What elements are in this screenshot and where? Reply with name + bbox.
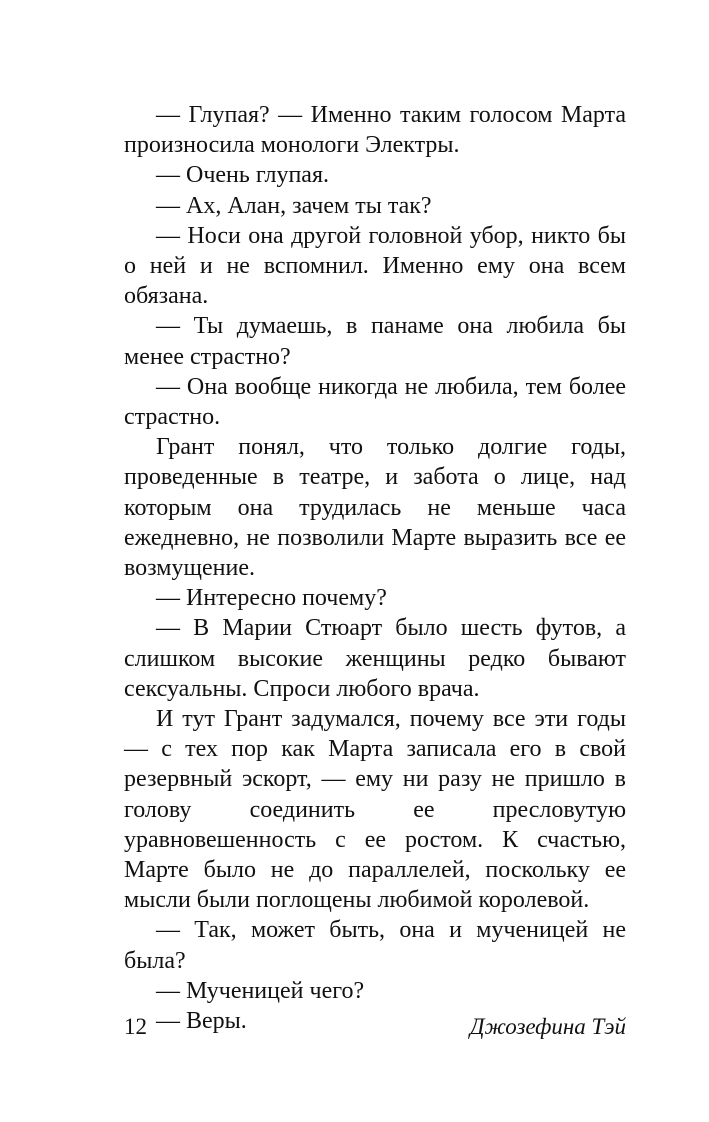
paragraph: Грант понял, что только долгие годы, проведенные в театре, и забота о лице, над которым она трудилась не меньше часа ежедневно, не позволили Марте выразить все ее возмущение. <box>124 434 626 582</box>
paragraph: — В Марии Стюарт было шесть футов, а слишком высокие женщины редко бывают сексуальны. Спроси любого врача. <box>124 615 626 702</box>
paragraph: — Интересно почему? <box>156 585 387 612</box>
paragraph: — Носи она другой головной убор, никто бы о ней и не вспомнил. Именно ему она всем обязана. <box>124 222 626 310</box>
paragraph: — Глупая? — Именно таким голосом Марта произносила монологи Электры. <box>124 102 626 159</box>
paragraph: — Ты думаешь, в панаме она любила бы менее страстно? <box>124 313 626 370</box>
paragraph: — Очень глупая. <box>156 162 329 189</box>
paragraph: — Мученицей чего? <box>156 977 365 1004</box>
paragraph: И тут Грант задумался, почему все эти годы — с тех пор как Марта записала его в свой резервный эскорт, — ему ни разу не пришло в голову соединить ее пресловутую уравновешенность с ее ростом. К счастью, Марте было не до параллелей, поскольку ее мысли были поглощены любимой королевой. <box>124 706 626 914</box>
paragraph: — Так, может быть, она и мученицей не была? <box>124 917 626 974</box>
paragraph: — Она вообще никогда не любила, тем более страстно. <box>124 373 626 431</box>
paragraph: — Веры. <box>156 1008 247 1035</box>
paragraph: — Ах, Алан, зачем ты так? <box>156 192 432 219</box>
page-body <box>124 100 626 1036</box>
page-number: 12 <box>124 1014 147 1039</box>
running-author: Джозефина Тэй <box>469 1014 626 1039</box>
